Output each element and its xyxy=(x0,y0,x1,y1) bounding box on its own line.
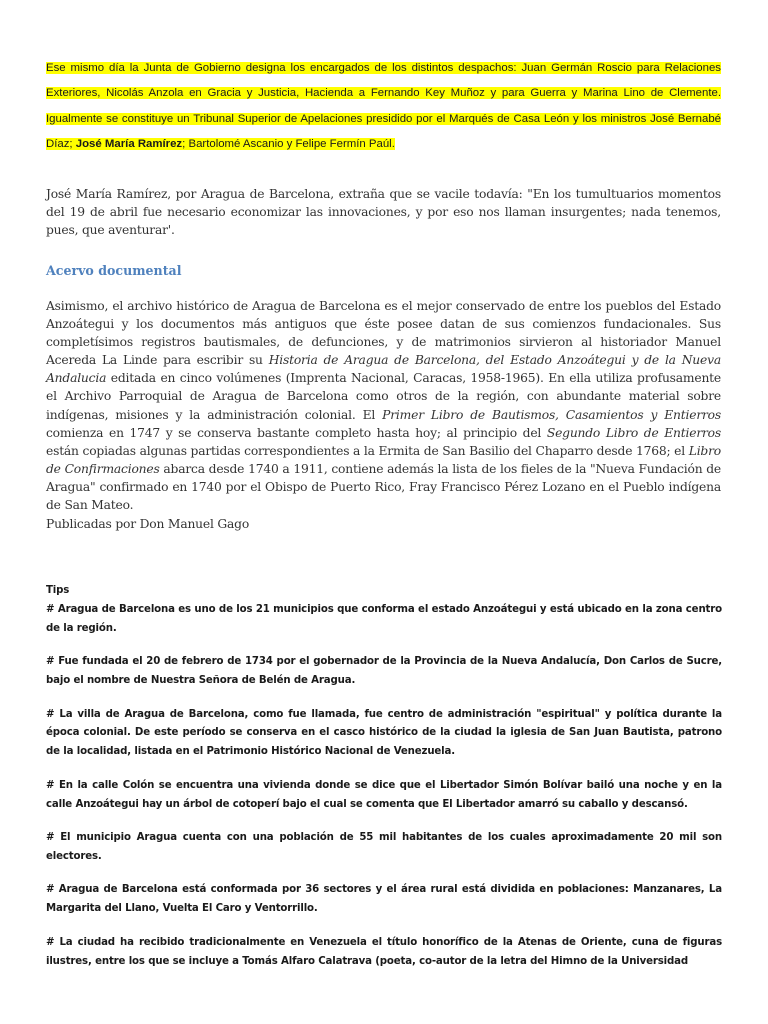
ramirez-paragraph: José María Ramírez, por Aragua de Barcelona, extraña que se vacile todavía: "En los tumultuarios momentos del 19 de abril fue necesario economizar las innovaciones, y por eso nos llaman insurgentes; nada tenemos, pues, que aventurar'. xyxy=(46,187,721,238)
tips-section xyxy=(46,582,722,986)
acervo-book-title: Segundo Libro de Entierros xyxy=(546,425,721,440)
highlighted-bold-name: José María Ramírez xyxy=(75,137,183,150)
published-by-line: Publicadas por Don Manuel Gago xyxy=(46,517,250,531)
acervo-book-title: Libro de Confirmaciones xyxy=(46,443,721,476)
section-heading: Acervo documental xyxy=(46,263,182,278)
acervo-text: comienza en 1747 y se conserva bastante completo hasta hoy; al principio del xyxy=(46,425,547,440)
tip-item: # Aragua de Barcelona está conformada por 36 sectores y el área rural está dividida en poblaciones: Manzanares, La Margarita del Llano, Vuelta El Caro y Ventorrillo. xyxy=(46,884,722,915)
tip-item: # La ciudad ha recibido tradicionalmente en Venezuela el título honorífico de la Atenas de Oriente, cuna de figuras ilustres, entre los que se incluye a Tomás Alfaro Calatrava (poeta, co-autor de la letra del Himno de la Universidad xyxy=(46,936,722,967)
acervo-text: editada en cinco volúmenes (Imprenta Nacional, Caracas, 1958-1965). En ella utiliza profusamente el Archivo Parroquial de Aragua de Barcelona como otros de la región, con abundante material sobre indígenas, misiones y la administración colonial. El xyxy=(46,371,721,422)
tip-item: # El municipio Aragua cuenta con una población de 55 mil habitantes de los cuales aproximadamente 20 mil son electores. xyxy=(46,832,722,862)
tip-item: # Fue fundada el 20 de febrero de 1734 por el gobernador de la Provincia de la Nueva Andalucía, Don Carlos de Sucre, bajo el nombre de Nuestra Señora de Belén de Aragua. xyxy=(46,656,722,687)
highlighted-paragraph xyxy=(46,56,721,157)
tip-item: # En la calle Colón se encuentra una vivienda donde se dice que el Libertador Simón Bolívar bailó una noche y en la calle Anzoátegui hay un árbol de cotoperí bajo el cual se comenta que El Libertador amarró su caballo y descansó. xyxy=(46,779,722,810)
acervo-book-title: Historia de Aragua de Barcelona, del Estado Anzoátegui y de la Nueva Andalucia xyxy=(46,353,721,386)
tips-title: Tips xyxy=(46,585,70,596)
acervo-paragraph xyxy=(46,297,721,514)
highlighted-text-tail: ; Bartolomé Ascanio y Felipe Fermín Paúl. xyxy=(182,137,395,150)
acervo-text: están copiadas algunas partidas correspondientes a la Ermita de San Basilio del Chaparro desde 1768; el xyxy=(46,443,689,458)
acervo-text: Asimismo, el archivo histórico de Aragua de Barcelona es el mejor conservado de entre los pueblos del Estado Anzoátegui y los documentos más antiguos que éste posee datan de sus comienzos fundacionales. Sus completísimos registros bautismales, de defunciones, y de matrimonios sirvieron al historiador Manuel Acereda La Linde para escribir su xyxy=(46,299,721,368)
acervo-text: abarca desde 1740 a 1911, contiene además la lista de los fieles de la "Nueva Fundación de Aragua" confirmado en 1740 por el Obispo de Puerto Rico, Fray Francisco Pérez Lozano en el Pueblo indígena de San Mateo. xyxy=(46,461,722,513)
tip-item: # La villa de Aragua de Barcelona, como fue llamada, fue centro de administración "espiritual" y política durante la época colonial. De este período se conserva en el casco histórico de la ciudad la iglesia de San Juan Bautista, patrono de la localidad, listada en el Patrimonio Histórico Nacional de Venezuela. xyxy=(46,708,722,758)
tip-item: # Aragua de Barcelona es uno de los 21 municipios que conforma el estado Anzoátegui y está ubicado en la zona centro de la región. xyxy=(46,603,722,634)
acervo-book-title: Primer Libro de Bautismos, Casamientos y Entierros xyxy=(382,407,721,422)
highlighted-text-lead: Ese mismo día la Junta de Gobierno designa los encargados de los distintos despachos: Juan Germán Roscio para Relaciones Exteriores, Nicolás Anzola en Gracia y Justicia, Hacienda a Fernando Key Muñoz y para Guerra y Marina Lino de Clemente. Igualmente se constituye un Tribunal Superior de Apelaciones presidido por el Marqués de Casa León y los ministros José Bernabé Díaz; xyxy=(46,62,721,150)
